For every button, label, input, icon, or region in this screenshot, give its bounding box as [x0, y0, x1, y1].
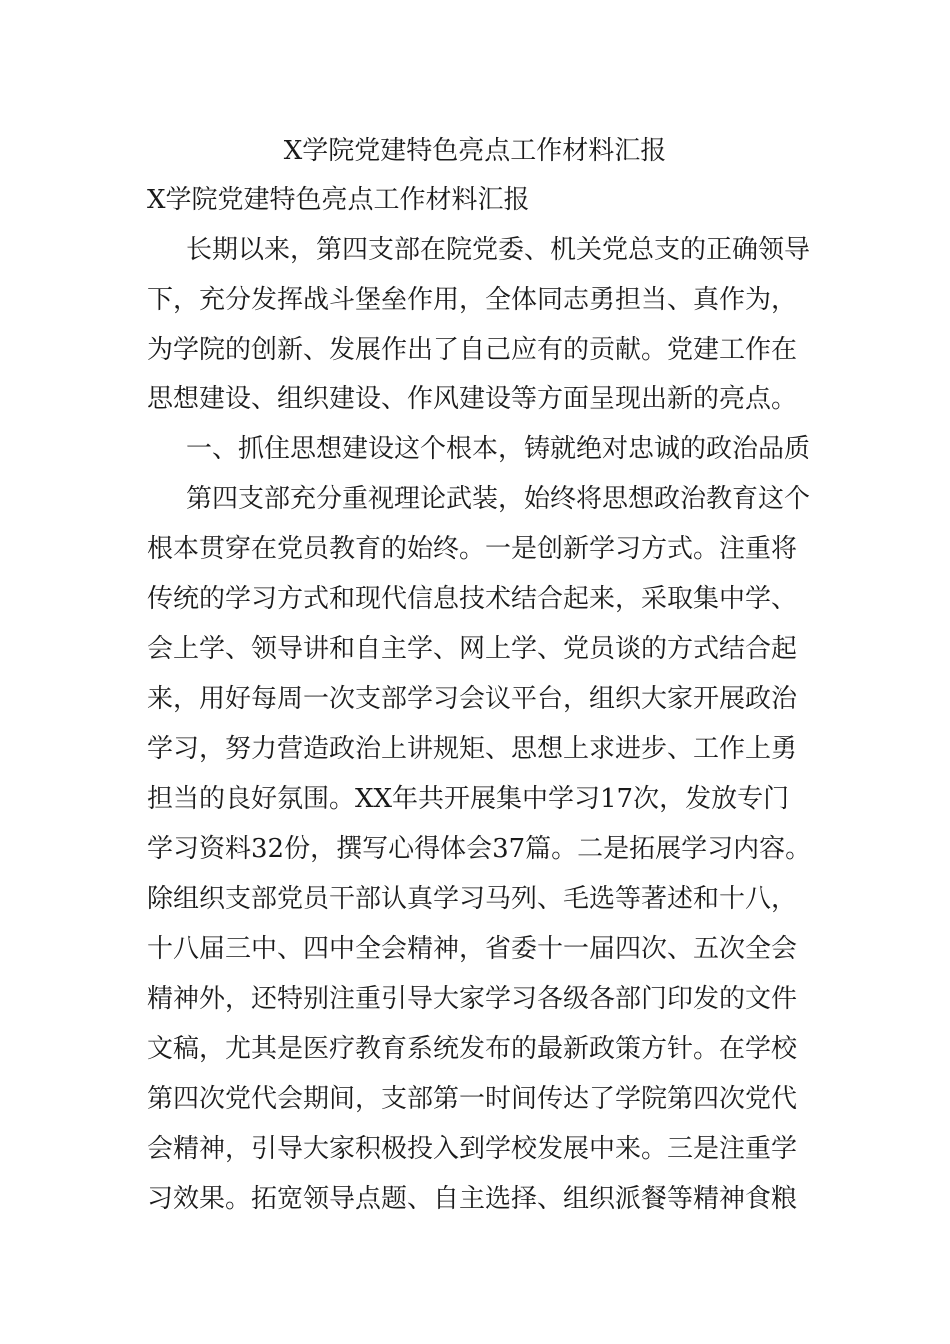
paragraph-line: 文稿，尤其是医疗教育系统发布的最新政策方针。在学校 [147, 1034, 798, 1064]
document-title: X学院党建特色亮点工作材料汇报 [283, 136, 667, 166]
paragraph-line: 习效果。拓宽领导点题、自主选择、组织派餐等精神食粮 [147, 1184, 798, 1214]
paragraph-line: 会精神，引导大家积极投入到学校发展中来。三是注重学 [147, 1134, 798, 1164]
paragraph-line: 学习资料32份，撰写心得体会37篇。二是拓展学习内容。 [147, 834, 812, 864]
paragraph-line: 第四次党代会期间，支部第一时间传达了学院第四次党代 [147, 1084, 798, 1114]
paragraph-line: 长期以来，第四支部在院党委、机关党总支的正确领导 [186, 235, 811, 265]
paragraph-line: 会上学、领导讲和自主学、网上学、党员谈的方式结合起 [147, 634, 798, 664]
paragraph-line: 除组织支部党员干部认真学习马列、毛选等著述和十八， [147, 884, 798, 914]
document-subtitle: X学院党建特色亮点工作材料汇报 [147, 185, 530, 215]
paragraph-line: 传统的学习方式和现代信息技术结合起来，采取集中学、 [147, 584, 798, 614]
paragraph-line: 根本贯穿在党员教育的始终。一是创新学习方式。注重将 [147, 534, 798, 564]
paragraph-line: 为学院的创新、发展作出了自己应有的贡献。党建工作在 [147, 335, 798, 365]
paragraph-line: 担当的良好氛围。XX年共开展集中学习17次，发放专门 [147, 784, 790, 814]
section-heading: 一、抓住思想建设这个根本，铸就绝对忠诚的政治品质 [186, 434, 811, 464]
paragraph-line: 第四支部充分重视理论武装，始终将思想政治教育这个 [186, 484, 811, 514]
paragraph-line: 十八届三中、四中全会精神，省委十一届四次、五次全会 [147, 934, 798, 964]
paragraph-line: 学习，努力营造政治上讲规矩、思想上求进步、工作上勇 [147, 734, 798, 764]
paragraph-line: 来，用好每周一次支部学习会议平台，组织大家开展政治 [147, 684, 798, 714]
paragraph-line: 精神外，还特别注重引导大家学习各级各部门印发的文件 [147, 984, 798, 1014]
paragraph-line: 下，充分发挥战斗堡垒作用，全体同志勇担当、真作为， [147, 285, 798, 315]
paragraph-line: 思想建设、组织建设、作风建设等方面呈现出新的亮点。 [147, 384, 798, 414]
